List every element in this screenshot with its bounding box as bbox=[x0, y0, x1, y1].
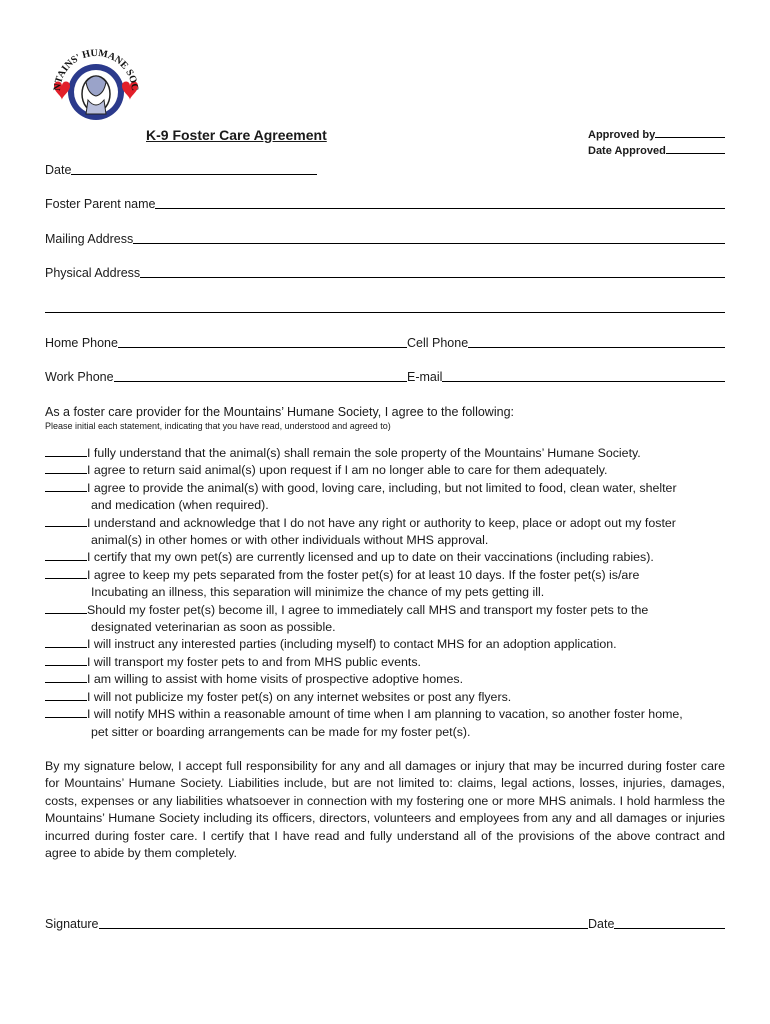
cell-phone-line bbox=[468, 346, 725, 348]
statement-text: I will notify MHS within a reasonable amount of time when I am planning to vacation, so another foster home, bbox=[87, 707, 683, 722]
physical-address-line bbox=[140, 276, 725, 278]
initial-blank[interactable] bbox=[45, 602, 87, 614]
signature-field[interactable] bbox=[45, 915, 588, 931]
statement-item bbox=[45, 445, 735, 462]
initial-blank[interactable] bbox=[45, 636, 87, 648]
mailing-address-label: Mailing Address bbox=[45, 232, 134, 246]
statement-item bbox=[45, 636, 735, 653]
statement-text: I am willing to assist with home visits of prospective adoptive homes. bbox=[87, 672, 464, 687]
initial-blank[interactable] bbox=[45, 654, 87, 666]
date-approved-line bbox=[666, 145, 725, 154]
home-phone-field[interactable] bbox=[45, 334, 407, 350]
initial-blank[interactable] bbox=[45, 515, 87, 527]
date-label: Date bbox=[45, 163, 72, 177]
statement-item bbox=[45, 689, 735, 706]
statement-item bbox=[45, 515, 735, 550]
initial-instructions: Please initial each statement, indicating that you have read, understood and agreed to) bbox=[45, 421, 391, 431]
statement-continuation: and medication (when required). bbox=[91, 498, 269, 513]
physical-address-second-line[interactable] bbox=[45, 312, 725, 313]
cell-phone-field[interactable] bbox=[407, 334, 725, 350]
initial-blank[interactable] bbox=[45, 462, 87, 474]
initial-blank[interactable] bbox=[45, 567, 87, 579]
statement-item bbox=[45, 567, 735, 602]
agreement-intro: As a foster care provider for the Mountains’ Humane Society, I agree to the following: bbox=[45, 405, 514, 419]
statement-continuation: designated veterinarian as soon as possible. bbox=[91, 620, 336, 635]
email-label: E-mail bbox=[407, 370, 443, 384]
statement-text: I certify that my own pet(s) are currently licensed and up to date on their vaccinations (including rabies). bbox=[87, 550, 654, 565]
statement-item bbox=[45, 706, 735, 741]
mountains-humane-society-logo bbox=[46, 44, 146, 136]
statement-text: I agree to keep my pets separated from the foster pet(s) for at least 10 days. If the foster pet(s) is/are bbox=[87, 567, 640, 582]
signature-date-label: Date bbox=[588, 917, 615, 931]
email-line bbox=[442, 380, 725, 382]
date-field[interactable] bbox=[45, 161, 317, 177]
statement-text: I will instruct any interested parties (including myself) to contact MHS for an adoption application. bbox=[87, 637, 617, 652]
initial-blank[interactable] bbox=[45, 671, 87, 683]
date-approved-field[interactable] bbox=[588, 145, 725, 157]
statement-text: Should my foster pet(s) become ill, I agree to immediately call MHS and transport my foster pets to the bbox=[87, 602, 649, 617]
form-title: K-9 Foster Care Agreement bbox=[146, 127, 327, 143]
statement-text: I fully understand that the animal(s) shall remain the sole property of the Mountains’ Humane Society. bbox=[87, 446, 641, 460]
approved-by-field[interactable] bbox=[588, 129, 725, 141]
work-phone-field[interactable] bbox=[45, 368, 407, 384]
statement-item bbox=[45, 671, 735, 688]
statement-text: I will not publicize my foster pet(s) on any internet websites or post any flyers. bbox=[87, 689, 512, 704]
statement-text: I will transport my foster pets to and from MHS public events. bbox=[87, 654, 421, 669]
physical-address-label: Physical Address bbox=[45, 266, 141, 280]
statement-text: I agree to return said animal(s) upon request if I am no longer able to care for them adequately. bbox=[87, 463, 608, 478]
foster-parent-name-line bbox=[155, 207, 725, 209]
mailing-address-field[interactable] bbox=[45, 230, 725, 246]
foster-parent-name-field[interactable] bbox=[45, 195, 725, 211]
approved-by-line bbox=[655, 129, 725, 138]
statement-continuation: pet sitter or boarding arrangements can be made for my foster pet(s). bbox=[91, 724, 471, 739]
foster-parent-name-label: Foster Parent name bbox=[45, 197, 156, 211]
signature-date-line bbox=[614, 927, 725, 929]
liability-paragraph: By my signature below, I accept full responsibility for any and all damages or injury that may be incurred during foster care for Mountains’ Humane Society. Liabilities include, but are not limited to: claims, legal actions, losses, injuries, damages, costs, expenses or any liabilities whatsoever in connection with my fostering one or more MHS animals. I hold harmless the Mountains’ Humane Society including its officers, directors, volunteers and employees from any and all damages or injuries incurred during foster care. I certify that I have read and fully understand all of the provisions of the above contract and agree to abide by them completely. bbox=[45, 759, 725, 861]
statement-item bbox=[45, 480, 735, 515]
signature-label: Signature bbox=[45, 917, 99, 931]
initial-blank[interactable] bbox=[45, 706, 87, 718]
initial-blank[interactable] bbox=[45, 689, 87, 701]
initial-blank[interactable] bbox=[45, 480, 87, 492]
signature-date-field[interactable] bbox=[588, 915, 725, 931]
mailing-address-line bbox=[133, 242, 725, 244]
home-phone-label: Home Phone bbox=[45, 336, 118, 350]
initial-blank[interactable] bbox=[45, 549, 87, 561]
date-line bbox=[71, 173, 317, 175]
statement-continuation: animal(s) in other homes or with other individuals without MHS approval. bbox=[91, 533, 489, 548]
work-phone-label: Work Phone bbox=[45, 370, 114, 384]
initial-blank[interactable] bbox=[45, 445, 87, 457]
svg-text:MOUNTAINS' HUMANE SOCIETY: NTAINS' HUMANE SOC bbox=[51, 47, 141, 92]
approved-by-label: Approved by bbox=[588, 129, 656, 141]
signature-line bbox=[99, 927, 588, 929]
statement-item bbox=[45, 549, 735, 566]
statement-continuation: Incubating an illness, this separation will minimize the chance of my pets getting ill. bbox=[91, 585, 545, 600]
date-approved-label: Date Approved bbox=[588, 145, 666, 157]
cell-phone-label: Cell Phone bbox=[407, 336, 469, 350]
physical-address-field[interactable] bbox=[45, 264, 725, 280]
work-phone-line bbox=[114, 380, 407, 382]
statement-item bbox=[45, 462, 735, 479]
statement-item bbox=[45, 602, 735, 637]
statements-list bbox=[45, 445, 735, 741]
statement-text: I understand and acknowledge that I do not have any right or authority to keep, place or adopt out my foster bbox=[87, 515, 676, 530]
statement-item bbox=[45, 654, 735, 671]
home-phone-line bbox=[118, 346, 407, 348]
email-field[interactable] bbox=[407, 368, 725, 384]
statement-text: I agree to provide the animal(s) with good, loving care, including, but not limited to food, clean water, shelter bbox=[87, 480, 677, 495]
